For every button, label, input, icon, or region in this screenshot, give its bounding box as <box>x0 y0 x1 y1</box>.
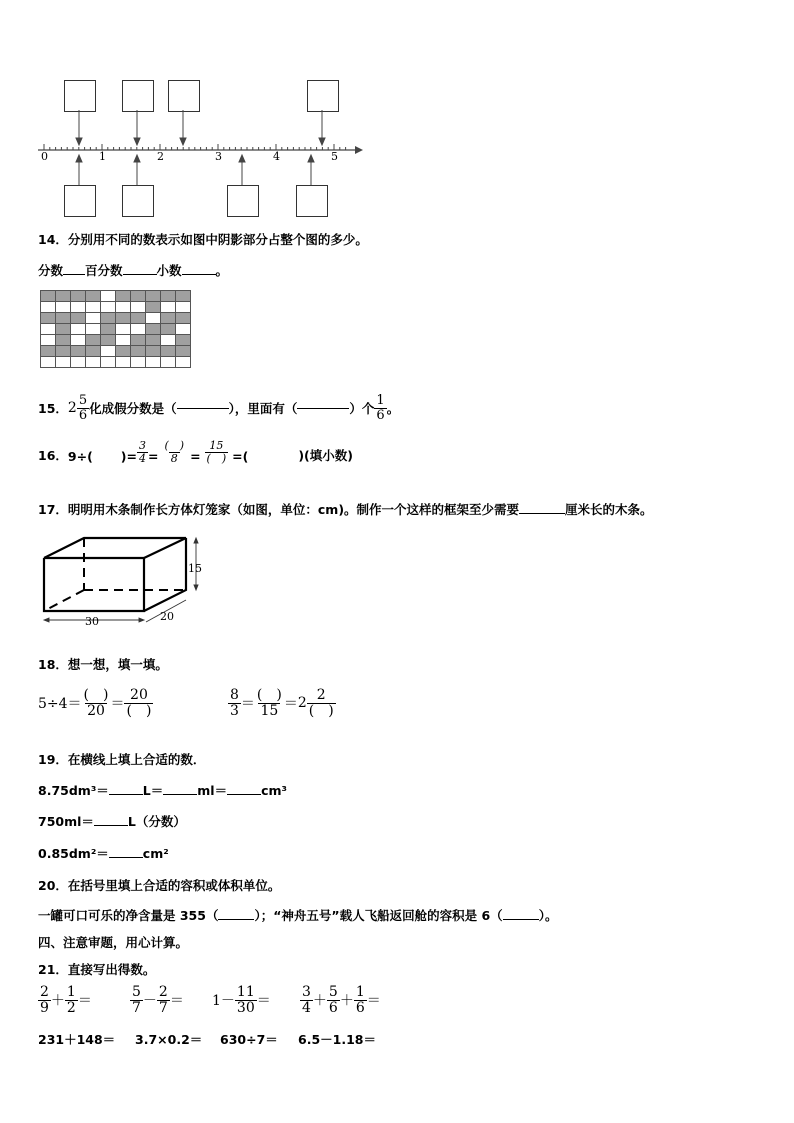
q15-number: 15． <box>38 401 68 417</box>
q15-blank1[interactable] <box>177 408 229 409</box>
decimal-blank[interactable] <box>182 274 216 275</box>
blank-cell <box>86 302 101 313</box>
denominator: 20 <box>87 702 105 719</box>
denominator[interactable]: ( ) <box>206 451 227 465</box>
shaded-cell <box>86 291 101 302</box>
text: cm³ <box>261 783 287 798</box>
blank-cell <box>41 302 56 313</box>
text: 750ml＝ <box>38 814 94 829</box>
operator: ＋ <box>50 993 65 1010</box>
q21-e2 <box>130 985 184 1015</box>
q21-row2-c: 630÷7＝ <box>220 1032 278 1047</box>
numerator: 20 <box>130 687 148 703</box>
fraction <box>327 985 340 1015</box>
numerator-blank[interactable]: ( ) <box>83 687 109 703</box>
numerator: 5 <box>78 393 88 408</box>
height-label: 15 <box>188 562 202 575</box>
whole: 2 <box>297 695 307 712</box>
shaded-cell <box>56 346 71 357</box>
blank-cell <box>116 357 131 368</box>
q17-tail: 厘米长的木条。 <box>565 502 653 517</box>
shaded-cell <box>116 313 131 324</box>
q17-text <box>38 500 653 518</box>
blank-cell <box>131 302 146 313</box>
blank-cell <box>146 313 161 324</box>
unit-fraction <box>374 394 386 422</box>
q16-frac1 <box>137 440 148 464</box>
text: 8.75dm³＝ <box>38 783 109 798</box>
text: ）。 <box>538 908 558 923</box>
shaded-cell <box>146 324 161 335</box>
shaded-cell <box>176 291 191 302</box>
expr: 5÷4＝ <box>38 696 82 713</box>
blank[interactable] <box>163 794 197 795</box>
q17-blank[interactable] <box>519 513 565 514</box>
q16-p2: )= <box>120 449 137 465</box>
text: cm² <box>142 846 169 861</box>
blank-cell <box>161 357 176 368</box>
denominator-blank[interactable]: ( ) <box>126 702 152 719</box>
blank-cell <box>176 324 191 335</box>
numerator: 3 <box>302 984 311 1000</box>
text: ）；“神舟五号”载人飞船返回舱的容积是 6（ <box>254 908 503 923</box>
q21-e3 <box>212 985 271 1015</box>
numerator: 2 <box>40 984 49 1000</box>
q16-number: 16． <box>38 448 68 464</box>
q21-e1 <box>38 985 92 1015</box>
fraction <box>300 985 313 1015</box>
q19-line3 <box>38 844 169 862</box>
denominator: 6 <box>328 999 338 1016</box>
answer-box-bottom-3[interactable] <box>227 185 259 217</box>
text: 一罐可口可乐的净含量是 355（ <box>38 908 219 923</box>
blank-cell <box>41 324 56 335</box>
shaded-cell <box>101 335 116 346</box>
grid-row <box>41 357 191 368</box>
shaded-cell <box>176 313 191 324</box>
numerator: 2 <box>158 984 168 1000</box>
denominator-blank[interactable]: ( ) <box>308 702 334 719</box>
denominator: 2 <box>66 999 76 1016</box>
tick-label-0: 0 <box>41 150 48 163</box>
grid-row <box>41 346 191 357</box>
q18-right <box>228 688 336 718</box>
answer-box-bottom-1[interactable] <box>64 185 96 217</box>
blank-cell <box>41 357 56 368</box>
grid-row <box>41 313 191 324</box>
shaded-cell <box>56 313 71 324</box>
blank-cell <box>71 335 86 346</box>
shaded-cell <box>131 313 146 324</box>
blank-cell <box>86 357 101 368</box>
q15-text1: 化成假分数是（ <box>89 401 177 417</box>
q20-body <box>38 906 557 924</box>
grid-row <box>41 302 191 313</box>
blank-cell <box>56 357 71 368</box>
q18-title: 18．想一想，填一填。 <box>38 657 168 672</box>
q20-title: 20．在括号里填上合适的容积或体积单位。 <box>38 878 281 893</box>
equals: ＝ <box>110 696 125 713</box>
tick-label-5: 5 <box>331 150 338 163</box>
denominator: 7 <box>132 999 141 1016</box>
q15-text2: ），里面有（ <box>228 401 298 417</box>
answer-box-bottom-2[interactable] <box>122 185 154 217</box>
cuboid-figure <box>38 530 218 630</box>
blank-cell <box>161 335 176 346</box>
answer-box-bottom-4[interactable] <box>296 185 328 217</box>
blank-cell <box>56 302 71 313</box>
q16-p3: = <box>147 449 159 465</box>
blank-cell <box>71 324 86 335</box>
denominator: 15 <box>260 702 279 719</box>
equals: ＝ <box>256 993 271 1010</box>
operator: － <box>142 993 157 1010</box>
blank[interactable] <box>218 919 254 920</box>
q21-row2-a: 231＋148＝ <box>38 1032 116 1047</box>
q15-blank2[interactable] <box>297 408 349 409</box>
blank-cell <box>116 324 131 335</box>
blank[interactable] <box>109 794 143 795</box>
shaded-cell <box>116 291 131 302</box>
denominator: 9 <box>40 999 49 1016</box>
grid-row <box>41 335 191 346</box>
shaded-cell <box>161 291 176 302</box>
q21-title: 21．直接写出得数。 <box>38 962 156 977</box>
blank-cell <box>146 357 161 368</box>
shaded-cell <box>71 346 86 357</box>
tick-label-1: 1 <box>99 150 106 163</box>
tick-label-3: 3 <box>215 150 222 163</box>
q16-p1: 9÷( <box>67 449 93 465</box>
tick-label-4: 4 <box>273 150 280 163</box>
number-line-svg <box>30 108 370 188</box>
q19-line2 <box>38 812 186 830</box>
denominator: 7 <box>158 999 168 1016</box>
blank-cell <box>116 335 131 346</box>
fraction <box>130 985 143 1015</box>
blank-cell <box>176 357 191 368</box>
numerator: 5 <box>132 984 141 1000</box>
shaded-cell <box>161 346 176 357</box>
equals: ＝ <box>240 696 255 713</box>
blank[interactable] <box>109 857 143 858</box>
shaded-cell <box>41 291 56 302</box>
numerator: 1 <box>376 393 385 408</box>
decimal-label: 小数 <box>156 263 182 278</box>
shaded-cell <box>146 291 161 302</box>
denominator: 6 <box>376 407 385 423</box>
shaded-cell <box>56 335 71 346</box>
mixed-fraction <box>77 394 89 422</box>
q15 <box>38 394 399 422</box>
equals: ＝ <box>77 993 92 1010</box>
blank-cell <box>101 357 116 368</box>
shaded-cell <box>101 324 116 335</box>
fraction <box>38 985 51 1015</box>
fraction-blank[interactable] <box>63 274 85 275</box>
text: 0.85dm²＝ <box>38 846 109 861</box>
q16-frac3 <box>205 440 229 464</box>
shaded-cell <box>86 346 101 357</box>
text: L（分数） <box>127 814 186 829</box>
grid-row <box>41 324 191 335</box>
denominator: 30 <box>236 999 255 1016</box>
shaded-cell <box>131 346 146 357</box>
fraction <box>255 688 284 718</box>
denominator: 8 <box>170 451 178 465</box>
q16-frac2 <box>162 440 186 464</box>
blank[interactable] <box>94 825 128 826</box>
fraction <box>124 688 153 718</box>
shaded-cell <box>41 313 56 324</box>
blank-cell <box>86 313 101 324</box>
blank-cell <box>101 291 116 302</box>
blank-cell <box>101 346 116 357</box>
expr: 1－ <box>212 993 235 1010</box>
q17-title: 17．明明用木条制作长方体灯笼家（如图，单位：cm)。制作一个这样的框架至少需要 <box>38 502 520 517</box>
numerator-blank[interactable]: ( ) <box>256 687 282 703</box>
equals: ＝ <box>283 696 298 713</box>
shaded-cell <box>101 313 116 324</box>
shaded-cell <box>86 335 101 346</box>
fraction <box>354 985 367 1015</box>
q18-left <box>38 688 153 718</box>
numerator: 2 <box>316 687 326 703</box>
grid-row <box>41 291 191 302</box>
blank-cell <box>41 335 56 346</box>
equals: ＝ <box>366 993 381 1010</box>
blank-cell <box>176 302 191 313</box>
shaded-cell <box>176 335 191 346</box>
shaded-cell <box>131 291 146 302</box>
mixed-whole: 2 <box>67 400 77 417</box>
q16 <box>38 440 353 464</box>
tick-label-2: 2 <box>157 150 164 163</box>
shaded-cell <box>116 346 131 357</box>
blank-cell <box>101 302 116 313</box>
q21-e4 <box>300 985 381 1015</box>
q14-answers <box>38 261 228 279</box>
fraction-label: 分数 <box>38 263 64 278</box>
shaded-cell <box>176 346 191 357</box>
section-heading: 四、注意审题，用心计算。 <box>38 935 189 950</box>
q21-row2-d: 6.5－1.18＝ <box>298 1032 376 1047</box>
shaded-cell <box>41 346 56 357</box>
shaded-cell <box>161 313 176 324</box>
shaded-cell <box>71 313 86 324</box>
q16-p4: = <box>190 449 201 465</box>
denominator: 3 <box>230 702 239 719</box>
q15-text4: 。 <box>386 401 400 417</box>
blank-cell <box>131 357 146 368</box>
text: ml＝ <box>197 783 228 798</box>
blank-cell <box>116 302 131 313</box>
shaded-cell <box>56 324 71 335</box>
denominator: 6 <box>355 999 365 1016</box>
q19-line1 <box>38 781 287 799</box>
q14-title: 14．分别用不同的数表示如图中阴影部分占整个图的多少。 <box>38 232 368 247</box>
blank-cell <box>131 324 146 335</box>
shaded-cell <box>146 346 161 357</box>
numerator: 5 <box>328 984 338 1000</box>
percent-label: 百分数 <box>85 263 123 278</box>
fraction <box>235 985 257 1015</box>
fraction <box>307 688 336 718</box>
shaded-grid <box>40 290 191 368</box>
numerator: 3 <box>138 439 146 452</box>
numerator[interactable]: ( ) <box>164 439 185 452</box>
blank[interactable] <box>227 794 261 795</box>
fraction <box>65 985 78 1015</box>
shaded-cell <box>146 302 161 313</box>
operator: ＋ <box>312 993 327 1010</box>
numerator: 11 <box>236 984 255 1000</box>
numerator: 1 <box>66 984 76 1000</box>
fraction <box>157 985 170 1015</box>
shaded-cell <box>71 291 86 302</box>
operator: ＋ <box>339 993 354 1010</box>
q15-text3: ）个 <box>349 401 375 417</box>
shaded-cell <box>146 335 161 346</box>
fraction <box>228 688 241 718</box>
denominator: 6 <box>78 407 88 423</box>
numerator: 15 <box>209 439 224 452</box>
text: L＝ <box>142 783 164 798</box>
denominator: 4 <box>302 999 311 1016</box>
percent-blank[interactable] <box>123 274 157 275</box>
q19-title: 19．在横线上填上合适的数． <box>38 752 206 767</box>
numerator: 1 <box>355 984 365 1000</box>
blank-cell <box>161 302 176 313</box>
length-label: 30 <box>85 615 99 628</box>
blank[interactable] <box>503 919 539 920</box>
blank-cell <box>71 357 86 368</box>
blank-cell <box>86 324 101 335</box>
fraction <box>82 688 111 718</box>
denominator: 4 <box>138 451 146 465</box>
q16-p5: =( <box>232 449 249 465</box>
period: 。 <box>215 263 229 278</box>
shaded-cell <box>161 324 176 335</box>
blank-cell <box>71 302 86 313</box>
shaded-cell <box>131 335 146 346</box>
numerator: 8 <box>230 687 239 703</box>
shaded-cell <box>56 291 71 302</box>
q16-p6: )(填小数) <box>298 448 353 464</box>
width-label: 20 <box>160 610 174 623</box>
equals: ＝ <box>169 993 184 1010</box>
q21-row2-b: 3.7×0.2＝ <box>135 1032 203 1047</box>
